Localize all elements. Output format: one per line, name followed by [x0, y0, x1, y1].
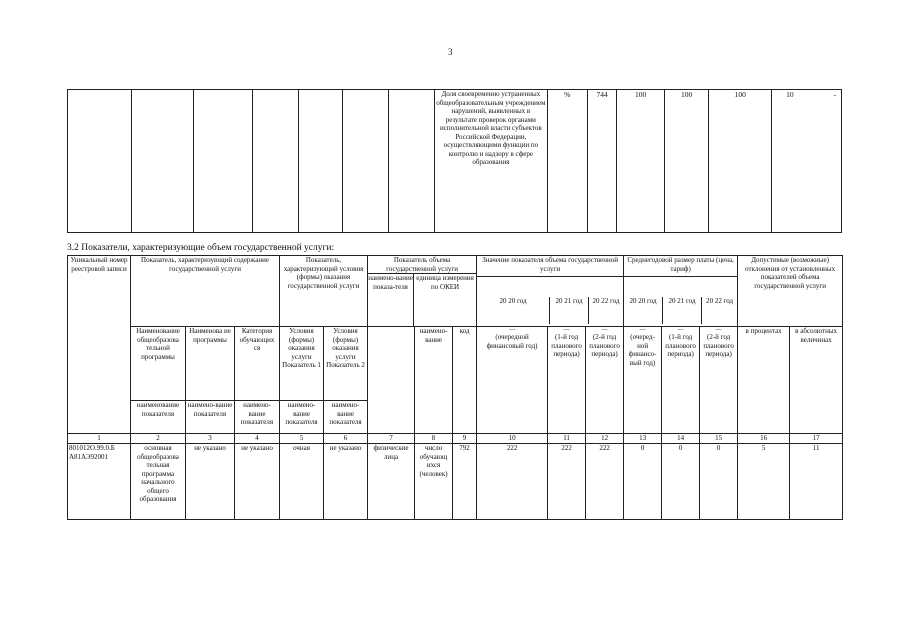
empty-cell — [194, 90, 253, 233]
col-period-second — [586, 327, 624, 434]
column-number: 6 — [324, 434, 368, 444]
header-volume-group — [368, 256, 477, 327]
column-numbers-row — [68, 434, 843, 444]
row-form1: очная — [280, 444, 324, 520]
period-second: (2-й год планового периода) — [589, 333, 620, 359]
col-form2: Условия (формы) оказания услуги Показатель 2 — [324, 327, 368, 401]
value-year-2020: 20 20 год — [477, 297, 550, 324]
empty-cell — [253, 90, 299, 233]
column-number: 9 — [453, 434, 477, 444]
price-group-label: Среднегодовой размер платы (цена, тариф) — [624, 256, 737, 277]
row-reg-no: 801012О.99.0.Б А81АЭ92001 — [68, 444, 131, 520]
dash: — — [677, 327, 684, 334]
period-first: (1-й год планового периода) — [551, 333, 582, 359]
row-dev-percent: 5 — [738, 444, 790, 520]
col-category: Категория обучающих ся — [235, 327, 280, 401]
header-row-2 — [68, 327, 843, 401]
column-number: 8 — [415, 434, 453, 444]
column-number: 15 — [700, 434, 738, 444]
empty-cell — [388, 90, 435, 233]
table-row — [68, 90, 842, 233]
header-row-1 — [68, 256, 843, 327]
dash: — — [715, 327, 722, 334]
column-number: 2 — [131, 434, 186, 444]
col-price-current — [624, 327, 662, 434]
header-content-group: Показатель, характеризующий содержание государственной услуги — [131, 256, 280, 327]
col-program: Наименова ие программы — [186, 327, 235, 401]
header-value-group — [477, 256, 624, 327]
sub-name-6: наимено-вание показателя — [324, 401, 368, 434]
col-price-first — [662, 327, 700, 434]
col-unit-name: наимено-вание — [415, 327, 453, 434]
dash: — — [639, 327, 646, 334]
column-number: 16 — [738, 434, 790, 444]
volume-unit-label: единица измерения по ОКЕИ — [416, 274, 474, 291]
price-period-first: (1-й год планового периода) — [665, 333, 696, 359]
row-program: не указано — [186, 444, 235, 520]
column-number: 1 — [68, 434, 131, 444]
dash: — — [509, 327, 516, 334]
col-period-current — [477, 327, 548, 434]
row-unit-name: число обучающ ихся (человек) — [415, 444, 453, 520]
column-number: 11 — [548, 434, 586, 444]
volume-indicator-table — [67, 255, 843, 520]
empty-cell — [298, 90, 343, 233]
sub-name-4: наимено-вание показателя — [235, 401, 280, 434]
row-program-name: основная общеобразова тельная программа начального общего образования — [131, 444, 186, 520]
empty-cell — [68, 90, 132, 233]
volume-name-label: наимено-вание показа-теля — [368, 274, 414, 326]
price-year-2020: 20 20 год — [624, 297, 663, 324]
price-year-2021: 20 21 год — [663, 297, 702, 324]
period-current: (очередной финансовый год) — [486, 333, 538, 350]
row-price-2020: 0 — [624, 444, 662, 520]
header-reg-no: Уникальный номер реестровой записи — [68, 256, 131, 434]
col-in-abs: в абсолютных величинах — [790, 327, 843, 434]
row-value-2020: 222 — [477, 444, 548, 520]
col-period-first — [548, 327, 586, 434]
row-price-2022: 0 — [700, 444, 738, 520]
sub-name-5: наимено-вание показателя — [280, 401, 324, 434]
col-price-second — [700, 327, 738, 434]
sub-name-2: наименование показателя — [131, 401, 186, 434]
column-number: 3 — [186, 434, 235, 444]
value-year-2021: 20 21 год — [550, 297, 589, 324]
section-title: 3.2 Показатели, характеризующие объем государственной услуги: — [67, 243, 335, 253]
row-form2: не указано — [324, 444, 368, 520]
row-vol-name: физические лица — [368, 444, 415, 520]
table-row — [68, 444, 843, 520]
header-conditions-group: Показатель, характеризующий условия (формы) оказания государственной услуги — [280, 256, 368, 327]
dash: — — [601, 327, 608, 334]
row-value-2021: 222 — [548, 444, 586, 520]
volume-group-label: Показатель объема государственной услуги — [368, 256, 476, 274]
col-program-name: Наименование общеобразова тельной программы — [131, 327, 186, 401]
price-period-second: (2-й год планового периода) — [703, 333, 734, 359]
column-number: 5 — [280, 434, 324, 444]
value-year-2022: 20 22 год — [592, 297, 620, 305]
col-vol-name — [368, 327, 415, 434]
page-number: 3 — [448, 47, 453, 57]
row-price-2021: 0 — [662, 444, 700, 520]
quality-indicator-table — [67, 89, 842, 233]
indicator-unit: % — [547, 90, 587, 233]
column-number: 4 — [235, 434, 280, 444]
column-number: 17 — [790, 434, 843, 444]
col-code: код — [453, 327, 477, 434]
row-category: не указано — [235, 444, 280, 520]
row-code: 792 — [453, 444, 477, 520]
value-group-label: Значение показателя объема государственной услуги — [477, 256, 623, 277]
sub-name-3: наимено-вание показателя — [186, 401, 235, 434]
empty-cell — [131, 90, 194, 233]
row-dev-abs: 11 — [790, 444, 843, 520]
column-number: 12 — [586, 434, 624, 444]
dash: — — [563, 327, 570, 334]
column-number: 7 — [368, 434, 415, 444]
col-form1: Условия (формы) оказания услуги Показатель 1 — [280, 327, 324, 401]
deviation-percent: 10 - — [772, 90, 842, 233]
indicator-code: 744 — [587, 90, 616, 233]
col-in-percent: в процентах — [738, 327, 790, 434]
row-value-2022: 222 — [586, 444, 624, 520]
price-year-2022: 20 22 год — [706, 297, 734, 305]
value-2020: 100 — [617, 90, 665, 233]
column-number: 14 — [662, 434, 700, 444]
header-price-group — [624, 256, 738, 327]
header-deviation-group: Допустимые (возможные) отклонения от установленных показателей объема государственной услуги — [738, 256, 843, 327]
indicator-name: Доля своевременно устраненных общеобразовательным учреждением нарушений, выявленных в результате проверок органами исполнительной власти субъектов Российской Федерации, осуществляющими функции по контролю и надзору в сфере образования — [435, 90, 547, 233]
value-2022: 100 — [709, 90, 772, 233]
value-2021: 100 — [664, 90, 709, 233]
column-number: 10 — [477, 434, 548, 444]
column-number: 13 — [624, 434, 662, 444]
empty-cell — [343, 90, 389, 233]
price-period-current: (очеред-ной финансо-вый год) — [628, 333, 657, 367]
